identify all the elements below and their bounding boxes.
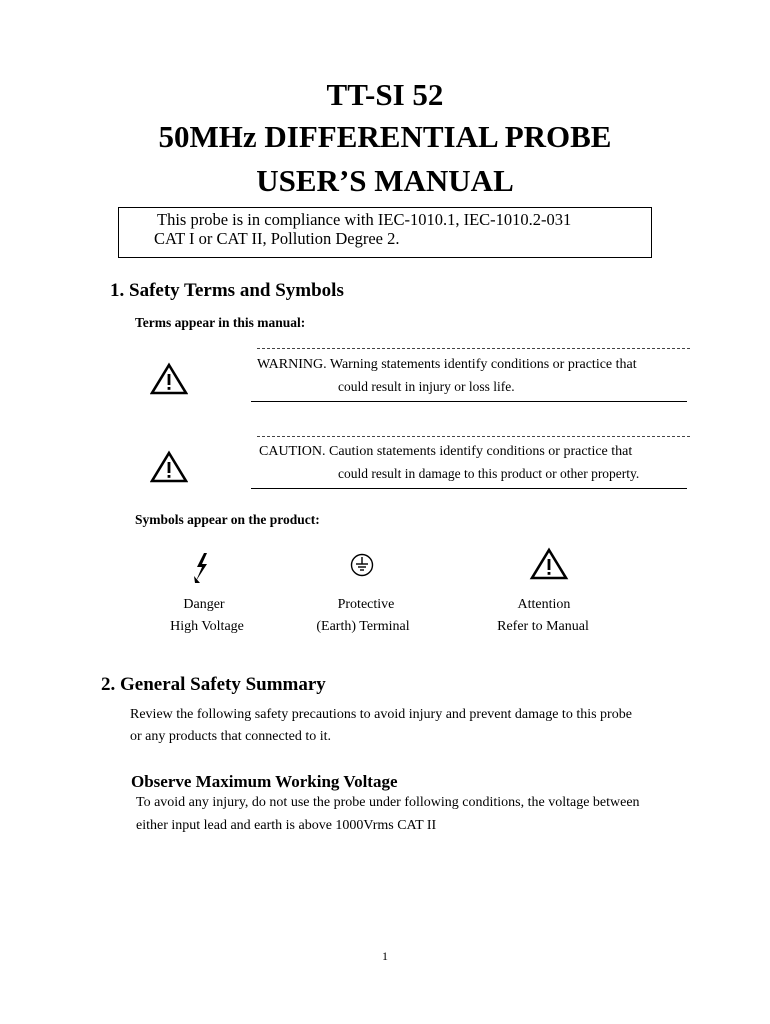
symbols-heading: Symbols appear on the product:	[135, 512, 320, 527]
section-1-heading: 1. Safety Terms and Symbols	[110, 280, 344, 301]
warning-text-line-2: could result in injury or loss life.	[338, 379, 515, 394]
section-2-intro-line-2: or any products that connected to it.	[130, 729, 331, 744]
max-voltage-text-line-2: either input lead and earth is above 1000Vrms CAT II	[136, 818, 437, 833]
warning-icon	[150, 362, 188, 396]
symbol-1-label-1: Danger	[183, 597, 225, 612]
page-number: 1	[382, 949, 388, 963]
warning-divider	[251, 401, 687, 402]
caution-divider	[251, 488, 687, 489]
title-product: 50MHz DIFFERENTIAL PROBE	[158, 119, 612, 154]
caution-icon	[150, 450, 188, 484]
title-model: TT-SI 52	[326, 77, 444, 112]
symbol-3-label-2: Refer to Manual	[497, 619, 589, 634]
symbol-2-label-2: (Earth) Terminal	[316, 619, 410, 634]
compliance-box	[118, 207, 652, 258]
max-voltage-text-line-1: To avoid any injury, do not use the probe under following conditions, the voltage between	[136, 795, 640, 810]
terms-heading: Terms appear in this manual:	[135, 315, 306, 330]
caution-text-line-1: CAUTION. Caution statements identify conditions or practice that	[259, 444, 633, 459]
title-manual: USER’S MANUAL	[256, 163, 514, 198]
symbol-3-label-1: Attention	[517, 597, 571, 612]
earth-ground-icon	[349, 552, 375, 578]
caution-dashed-divider	[257, 436, 690, 437]
compliance-line-2: CAT I or CAT II, Pollution Degree 2.	[154, 229, 400, 248]
attention-triangle-icon	[529, 547, 569, 581]
symbol-1-label-2: High Voltage	[170, 619, 244, 634]
compliance-line-1: This probe is in compliance with IEC-1010.1, IEC-1010.2-031	[157, 210, 572, 229]
warning-text-line-1: WARNING. Warning statements identify conditions or practice that	[257, 357, 637, 372]
section-2-heading: 2. General Safety Summary	[101, 674, 326, 695]
section-2-intro-line-1: Review the following safety precautions to avoid injury and prevent damage to this probe	[130, 707, 632, 722]
warning-dashed-divider	[257, 348, 690, 349]
symbol-2-label-1: Protective	[337, 597, 395, 612]
max-voltage-heading: Observe Maximum Working Voltage	[131, 772, 398, 791]
high-voltage-icon	[191, 550, 213, 586]
caution-text-line-2: could result in damage to this product or other property.	[338, 466, 640, 481]
